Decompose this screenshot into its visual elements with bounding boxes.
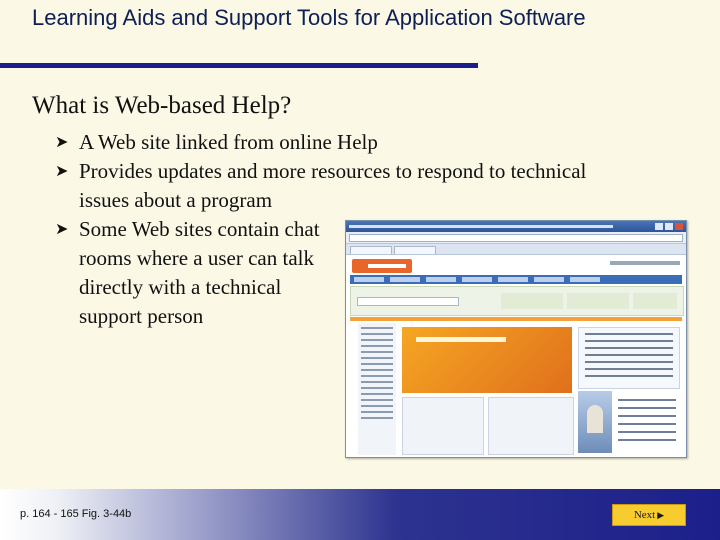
play-arrow-icon: ▶	[657, 509, 665, 520]
trivia-panel	[616, 393, 678, 451]
browser-address-bar	[346, 232, 686, 244]
office-online-logo	[352, 259, 412, 273]
site-nav-bar	[350, 275, 682, 284]
capitol-photo	[578, 391, 612, 453]
browser-titlebar	[346, 221, 686, 232]
products-sidebar	[358, 323, 396, 455]
maximize-icon	[665, 223, 673, 230]
web-help-screenshot	[345, 220, 687, 458]
arrow-bullet-icon: ➤	[55, 163, 69, 180]
site-search-box	[357, 297, 459, 306]
promo-tile	[567, 293, 629, 309]
browser-tab	[394, 246, 436, 254]
next-label: Next	[633, 509, 656, 521]
orange-divider	[350, 317, 682, 321]
browser-tab	[350, 246, 392, 254]
office-online-page	[346, 255, 686, 457]
arrow-bullet-icon: ➤	[55, 134, 69, 151]
content-tile	[488, 397, 574, 455]
browser-tabs	[346, 244, 686, 255]
search-area	[350, 286, 684, 316]
promo-tile	[633, 293, 677, 309]
bullet-text: Provides updates and more resources to respond to technical issues about a program	[79, 159, 587, 212]
bullet-item	[55, 157, 615, 215]
slide-title: Learning Aids and Support Tools for Application Software	[32, 5, 586, 30]
bullet-text: Some Web sites contain chat rooms where a user can talk directly with a technical support person	[79, 217, 320, 328]
section-heading: What is Web-based Help?	[32, 92, 292, 119]
browser-title-placeholder	[349, 225, 613, 228]
promo-tile	[501, 293, 563, 309]
bullet-item	[55, 128, 615, 157]
figure-caption: p. 164 - 165 Fig. 3-44b	[20, 508, 132, 520]
signin-link-placeholder	[610, 261, 680, 265]
close-icon	[675, 223, 683, 230]
tips-panel	[578, 327, 680, 389]
office-system-banner	[402, 327, 572, 393]
bullet-text: A Web site linked from online Help	[79, 130, 378, 154]
address-field	[349, 234, 683, 242]
minimize-icon	[655, 223, 663, 230]
content-tile	[402, 397, 484, 455]
arrow-bullet-icon: ➤	[55, 221, 69, 238]
title-underline	[0, 63, 478, 68]
next-button[interactable]	[612, 504, 686, 526]
